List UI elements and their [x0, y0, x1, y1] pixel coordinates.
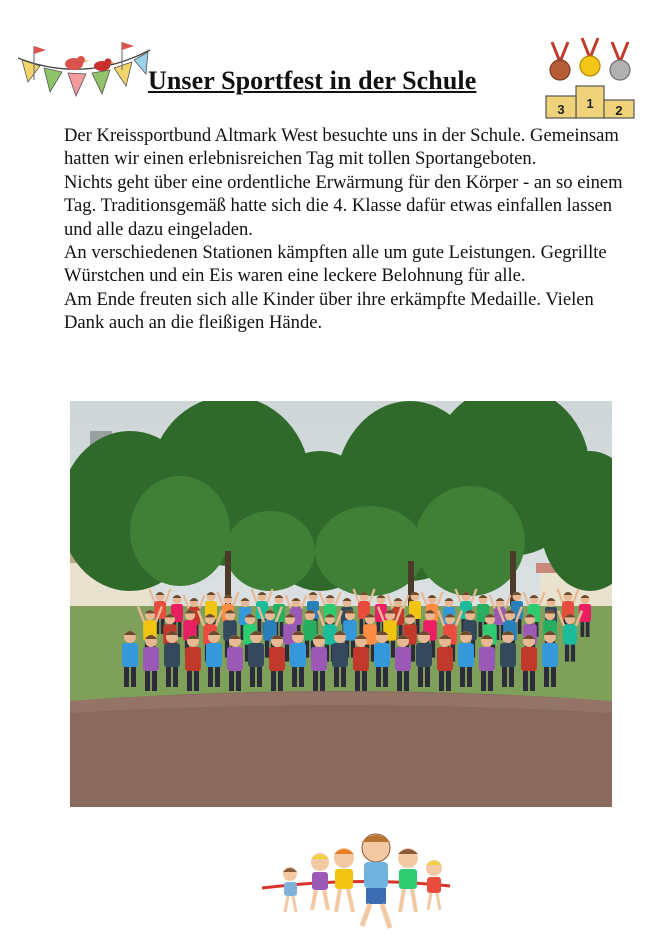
paragraph: Nichts geht über eine ordentliche Erwärmung für den Körper - an so einem Tag. Traditionsgemäß hatte sich die 4. Klasse dafür etwas einfallen lassen und alle dazu eingeladen. — [64, 171, 623, 240]
podium-first-label: 1 — [586, 96, 594, 111]
podium-second-label: 2 — [615, 103, 623, 118]
paragraph: Der Kreissportbund Altmark West besuchte uns in der Schule. Gemeinsam hatten wir einen erlebnisreichen Tag mit tollen Sportangeboten. — [64, 125, 619, 170]
article-body — [64, 124, 624, 335]
page-title: Unser Sportfest in der Schule — [148, 66, 477, 95]
group-photo — [70, 401, 612, 807]
podium-medals-icon — [540, 36, 640, 122]
paragraph: Am Ende freuten sich alle Kinder über ihre erkämpfte Medaille. Vielen Dank auch an die fleißigen Hände. — [64, 288, 594, 334]
paragraph: An verschiedenen Stationen kämpften alle um gute Leistungen. Gegrillte Würstchen und ein Eis waren eine leckere Belohnung für alle. — [64, 242, 607, 287]
bunting-birds-icon — [14, 40, 154, 106]
running-kids-icon — [258, 826, 454, 938]
podium-third-label: 3 — [557, 102, 565, 117]
